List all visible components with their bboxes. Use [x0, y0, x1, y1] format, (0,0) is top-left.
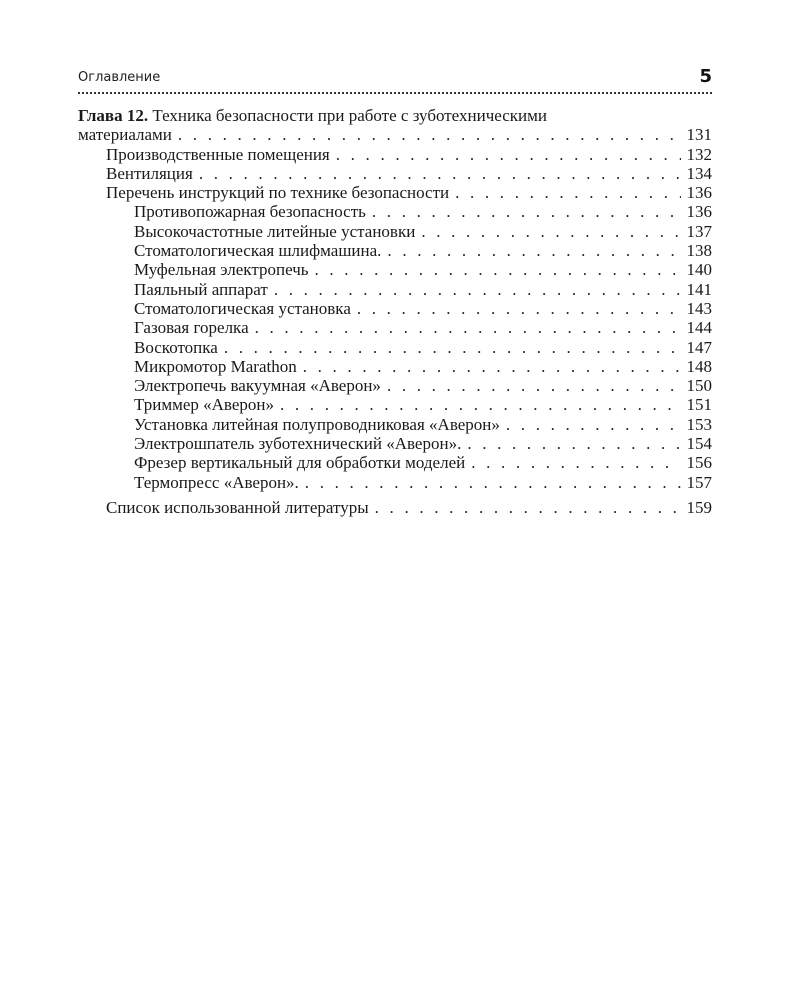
toc-page-number: 136 [686, 202, 712, 222]
chapter-heading [78, 106, 712, 125]
toc-entry-bibliography[interactable] [78, 498, 712, 517]
leader-dots [178, 125, 681, 144]
leader-dots [471, 453, 680, 472]
toc-entry-label: Фрезер вертикальный для обработки моделей [134, 453, 466, 473]
toc-page-number: 147 [686, 337, 712, 357]
toc-subentry[interactable] [78, 318, 712, 337]
toc-page-number: 143 [686, 298, 712, 318]
toc-subentry[interactable] [78, 415, 712, 434]
toc-page-number: 141 [686, 279, 712, 299]
toc-subentry[interactable] [78, 453, 712, 472]
leader-dots [305, 473, 681, 492]
toc-entry[interactable] [78, 145, 712, 164]
toc-entry-label: Триммер «Аверон» [134, 395, 274, 415]
toc-page-number: 157 [686, 472, 712, 492]
toc-subentry[interactable] [78, 395, 712, 414]
toc-entry-label: Микромотор Marathon [134, 356, 297, 376]
toc-entry-label: Стоматологическая шлифмашина. [134, 241, 382, 261]
header-title: Оглавление [78, 70, 161, 85]
toc-page-number: 137 [686, 221, 712, 241]
leader-dots [506, 415, 681, 434]
toc-entry-label: Вентиляция [106, 163, 193, 183]
leader-dots [303, 357, 681, 376]
toc-page-number: 154 [686, 434, 712, 454]
toc-page-number: 159 [686, 497, 712, 517]
leader-dots [280, 395, 681, 414]
toc-page-number: 148 [686, 356, 712, 376]
toc-subentry[interactable] [78, 202, 712, 221]
toc-entry-label: Перечень инструкций по технике безопасности [106, 183, 450, 203]
toc-page-number: 136 [686, 183, 712, 203]
toc-page-number: 132 [686, 144, 712, 164]
toc-subentry[interactable] [78, 473, 712, 492]
toc-subentry[interactable] [78, 357, 712, 376]
table-of-contents [78, 106, 712, 517]
toc-page-number: 156 [686, 453, 712, 473]
page-number: 5 [699, 66, 712, 87]
toc-entry-label: Высокочастотные литейные установки [134, 221, 416, 241]
toc-entry-label: Производственные помещения [106, 144, 330, 164]
toc-entry-label: Электрошпатель зуботехнический «Аверон». [134, 434, 462, 454]
toc-entry-label: Газовая горелка [134, 318, 249, 338]
toc-page-number: 153 [686, 414, 712, 434]
toc-entry-label: Противопожарная безопасность [134, 202, 366, 222]
toc-entry[interactable] [78, 164, 712, 183]
toc-entry-label: Термопресс «Аверон». [134, 472, 299, 492]
toc-page-number: 131 [686, 125, 712, 145]
leader-dots [375, 498, 681, 517]
toc-entry-chapter[interactable] [78, 125, 712, 144]
toc-page-number: 140 [686, 260, 712, 280]
toc-subentry[interactable] [78, 241, 712, 260]
chapter-number: Глава 12. [78, 106, 149, 125]
running-header [78, 66, 712, 94]
leader-dots [315, 260, 681, 279]
toc-subentry[interactable] [78, 338, 712, 357]
leader-dots [387, 241, 680, 260]
leader-dots [387, 376, 681, 395]
toc-page-number: 150 [686, 376, 712, 396]
chapter-title-line2: материалами [78, 125, 172, 145]
toc-subentry[interactable] [78, 376, 712, 395]
toc-entry-label: Паяльный аппарат [134, 279, 268, 299]
leader-dots [199, 164, 681, 183]
toc-page-number: 144 [686, 318, 712, 338]
toc-entry-label: Стоматологическая установка [134, 298, 351, 318]
leader-dots [467, 434, 680, 453]
toc-entry[interactable] [78, 183, 712, 202]
toc-entry-label: Установка литейная полупроводниковая «Аверон» [134, 414, 500, 434]
leader-dots [336, 145, 681, 164]
toc-subentry[interactable] [78, 299, 712, 318]
toc-subentry[interactable] [78, 434, 712, 453]
leader-dots [455, 183, 680, 202]
toc-subentry[interactable] [78, 280, 712, 299]
toc-page-number: 151 [686, 395, 712, 415]
toc-page-number: 138 [686, 241, 712, 261]
chapter-title-line1: Техника безопасности при работе с зуботехническими [152, 106, 547, 125]
toc-subentry[interactable] [78, 260, 712, 279]
toc-entry-label: Список использованной литературы [106, 497, 369, 517]
toc-entry-label: Электропечь вакуумная «Аверон» [134, 376, 381, 396]
toc-subentry[interactable] [78, 222, 712, 241]
leader-dots [224, 338, 681, 357]
leader-dots [255, 318, 681, 337]
toc-entry-label: Муфельная электропечь [134, 260, 309, 280]
toc-entry-label: Воскотопка [134, 337, 218, 357]
leader-dots [421, 222, 680, 241]
toc-page-number: 134 [686, 163, 712, 183]
leader-dots [372, 202, 681, 221]
leader-dots [357, 299, 681, 318]
leader-dots [274, 280, 681, 299]
